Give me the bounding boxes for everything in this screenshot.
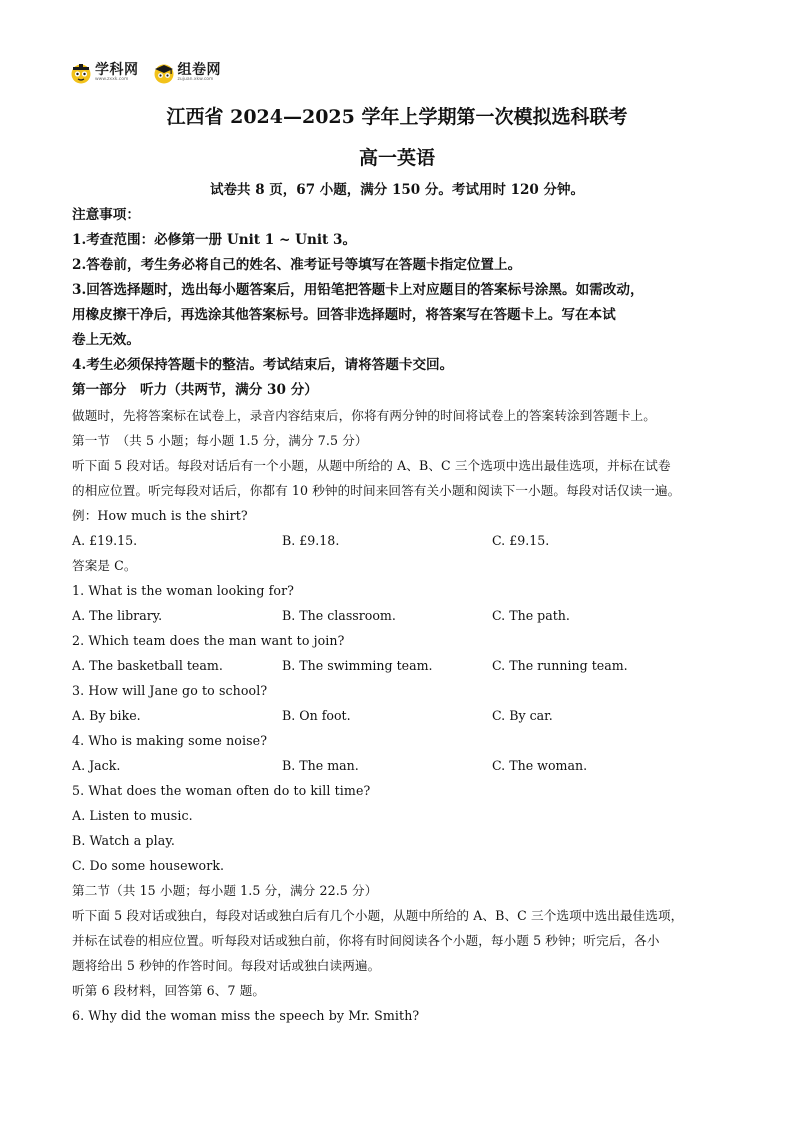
question: 1. What is the woman looking for? (72, 583, 295, 598)
note-line: 3.回答选择题时，选出每小题答案后，用铅笔把答题卡上对应题目的答案标号涂黑。如需改动， (72, 282, 644, 298)
question: 3. How will Jane go to school? (72, 683, 268, 698)
option-a: A. Jack. (72, 758, 121, 773)
option-b: B. The classroom. (282, 608, 396, 623)
exam-body (72, 203, 724, 1028)
example-options (72, 528, 724, 553)
question-options (72, 703, 724, 728)
option-a: A. The library. (72, 608, 163, 623)
logo-name: 学科网 (95, 62, 139, 79)
note-line: 4.考生必须保持答题卡的整洁。考试结束后，请将答题卡交回。 (72, 357, 454, 373)
option-b: B. Watch a play. (72, 833, 176, 848)
part1-instruction: 做题时，先将答案标在试卷上，录音内容结束后，你将有两分钟的时间将试卷上的答案转涂到答题卡上。 (72, 408, 656, 423)
example-answer: 答案是 C。 (72, 558, 137, 573)
question-options (72, 603, 724, 628)
material-instruction: 听第 6 段材料，回答第 6、7 题。 (72, 983, 266, 998)
notes-title: 注意事项： (72, 207, 140, 223)
logo-xuekewang[interactable] (70, 62, 139, 84)
question: 5. What does the woman often do to kill time? (72, 783, 371, 798)
owl-logo-icon (70, 62, 92, 84)
option-c: C. By car. (492, 708, 553, 723)
question: 6. Why did the woman miss the speech by Mr. Smith? (72, 1008, 420, 1023)
question: 4. Who is making some noise? (72, 733, 268, 748)
section2-title: 第二节（共 15 小题；每小题 1.5 分，满分 22.5 分） (72, 883, 378, 898)
logo-zujuanwang[interactable] (153, 62, 222, 84)
graduation-cap-logo-icon (153, 62, 175, 84)
note-line: 2.答卷前，考生务必将自己的姓名、准考证号等填写在答题卡指定位置上。 (72, 257, 522, 273)
option-c: C. Do some housework. (72, 858, 225, 873)
question-options (72, 653, 724, 678)
exam-info: 试卷共 8 页，67 小题，满分 150 分。考试用时 120 分钟。 (210, 182, 584, 198)
option-b: B. The man. (282, 758, 359, 773)
option-a: A. £19.15. (72, 533, 138, 548)
option-b: B. £9.18. (282, 533, 340, 548)
option-c: C. The woman. (492, 758, 588, 773)
logo-name: 组卷网 (177, 62, 221, 79)
option-a: A. The basketball team. (72, 658, 223, 673)
option-c: C. The path. (492, 608, 570, 623)
question-options (72, 753, 724, 778)
logo-url: www.zxxk.com (95, 77, 129, 83)
question: 2. Which team does the man want to join? (72, 633, 345, 648)
section1-instruction: 的相应位置。听完每段对话后，你都有 10 秒钟的时间来回答有关小题和阅读下一小题。每段对话仅读一遍。 (72, 483, 681, 498)
note-line: 用橡皮擦干净后，再选涂其他答案标号。回答非选择题时，将答案写在答题卡上。写在本试 (72, 307, 616, 323)
section2-instruction: 题将给出 5 秒钟的作答时间。每段对话或独白读两遍。 (72, 958, 381, 973)
section2-instruction: 并标在试卷的相应位置。听每段对话或独白前，你将有时间阅读各个小题，每小题 5 秒钟；听完后，各小 (72, 933, 660, 948)
option-c: C. The running team. (492, 658, 628, 673)
exam-title: 江西省 2024—2025 学年上学期第一次模拟选科联考 (166, 106, 628, 128)
note-line: 1.考查范围：必修第一册 Unit 1 ~ Unit 3。 (72, 232, 357, 248)
note-line: 卷上无效。 (72, 332, 140, 348)
section1-instruction: 听下面 5 段对话。每段对话后有一个小题，从题中所给的 A、B、C 三个选项中选出最佳选项，并标在试卷 (72, 458, 671, 473)
exam-subject: 高一英语 (358, 147, 435, 169)
option-a: A. Listen to music. (72, 808, 193, 823)
section2-instruction: 听下面 5 段对话或独白，每段对话或独白后有几个小题，从题中所给的 A、B、C 三个选项中选出最佳选项， (72, 908, 684, 923)
logo-url: zujuan.xkw.com (177, 77, 214, 83)
option-b: B. On foot. (282, 708, 351, 723)
part1-title: 第一部分 听力（共两节，满分 30 分） (72, 382, 318, 398)
example-question: 例：How much is the shirt? (72, 508, 248, 523)
header-logos (70, 62, 221, 84)
option-c: C. £9.15. (492, 533, 550, 548)
option-b: B. The swimming team. (282, 658, 433, 673)
option-a: A. By bike. (72, 708, 141, 723)
section1-title: 第一节 （共 5 小题；每小题 1.5 分，满分 7.5 分） (72, 433, 368, 448)
